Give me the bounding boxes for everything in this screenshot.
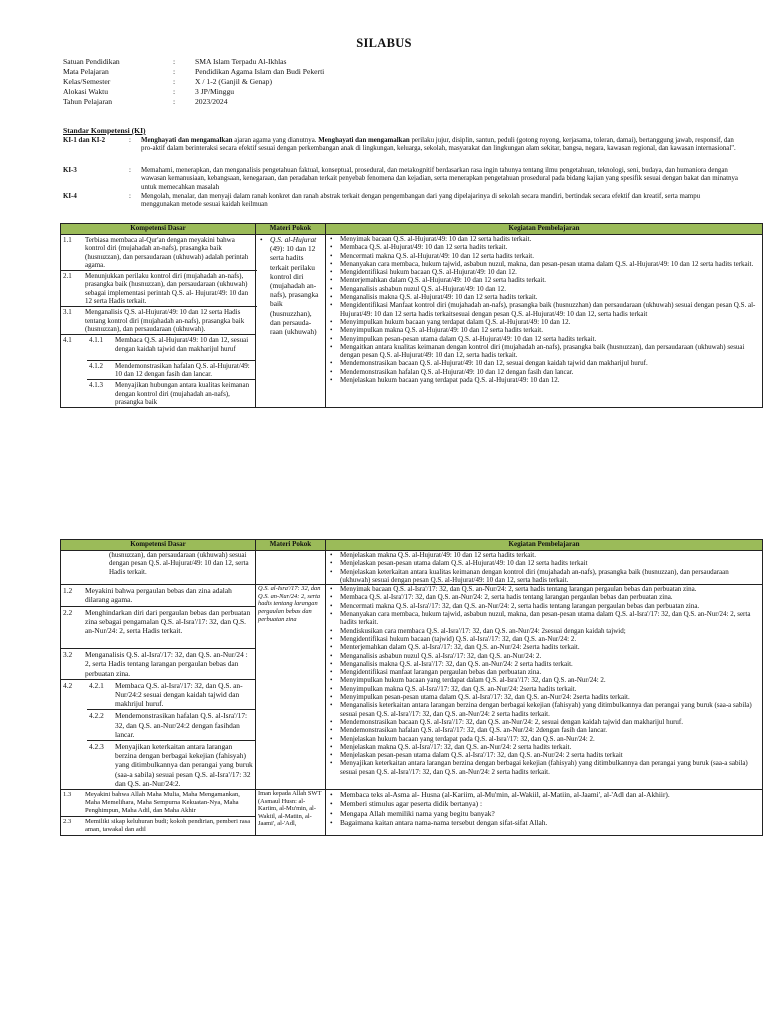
header-kegiatan: Kegiatan Pembelajaran <box>326 224 763 235</box>
kegiatan-item: • Mencermati makna Q.S. al-Hujurat/49: 10 dan 12 serta hadits terkait. <box>340 252 760 260</box>
identity-key: Kelas/Semester <box>63 77 111 86</box>
kd-item: 1.1 Terbiasa membaca al-Qur'an dengan meyakini bahwa kontrol diri (mujahadah an-nafs), prasangka baik (husnuzzan), dan persaudaraan (ukhuwah) adalah perintah agama. <box>63 236 249 269</box>
identity-value: X / 1-2 (Ganjil & Genap) <box>195 77 272 86</box>
kd-4-group: 4.2 4.2.1 Membaca Q.S. al-Isra'/17: 32, dan Q.S. an-Nur/24:2 sesuai dengan kaidah tajwid dan makhrijul huruf. 4.2.2 Mendemonstrasikan hafalan Q.S. al-Isra'/17: 32, dan Q.S. an-Nur/24:2 dengan fasihdan lancar. 4.2.3 Menyajikan keterkaitan antara larangan berzina dengan berbagai kekejian (fahisyah) yang ditimbulkannya dan perangai yang buruk (saa-a sabila) sesuai pesan Q.S. al-Isra'/17: 32 dan Q.S. an-Nur/24:2. <box>61 679 255 789</box>
header-kompetensi-dasar: Kompetensi Dasar <box>61 224 256 235</box>
kd-cell <box>61 235 256 408</box>
kegiatan-item: • Mendemonstrasikan hafalan Q.S. al-Isra'/17: 32, dan Q.S. an-Nur/24: 2dengan fasih dan lancar. <box>340 726 760 734</box>
identity-key: Satuan Pendidikan <box>63 57 120 66</box>
kegiatan-cell <box>326 585 763 790</box>
kegiatan-list <box>328 551 760 584</box>
materi-cell <box>256 790 326 836</box>
identity-row: Kelas/Semester : X / 1-2 (Ganjil & Genap) <box>63 77 272 86</box>
identity-row: Mata Pelajaran : Pendidikan Agama Islam dan Budi Pekerti <box>63 67 325 76</box>
kegiatan-item: • Mengidentifikasi hukum bacaan (tajwid) Q.S. al-Isra'/17: 32, dan Q.S. an-Nur/24: 2. <box>340 635 760 643</box>
kd-continued-text: (husnuzzan), dan persaudaraan (ukhuwah) sesuai dengan pesan Q.S. al-Hujurat/49: 10 dan 12, serta Hadis terkait. <box>109 551 249 576</box>
kegiatan-item: • Menganalisis makna Q.S. al-Hujurat/49: 10 dan 12 serta hadits terkait. <box>340 293 760 301</box>
ki-key: KI-1 dan KI-2 <box>63 137 106 144</box>
ki-text: Memahami, menerapkan, dan menganalisis pengetahuan faktual, konseptual, prosedural, dan metakognitif berdasarkan rasa ingin tahunya tentang ilmu pengetahuan, teknologi, seni, budaya, dan humaniora dengan wawasan kemanusiaan, kebangsaan, kenegaraan, dan peradaban terkait penyebab fenomena dan kejadian, serta menerapkan pengetahuan prosedural pada bidang kajian yang spesifik sesuai dengan bakat dan minatnya untuk memecahkan masalah <box>141 167 738 191</box>
identity-value: 3 JP/Minggu <box>195 87 235 96</box>
kd-item: 2.3 Memiliki sikap keluhuran budi; kokoh pendirian, pemberi rasa aman, tawakal dan adil <box>61 816 255 835</box>
kd-sub-item: 4.1.1 Membaca Q.S. al-Hujurat/49: 10 dan 12, sesuai dengan kaidah tajwid dan makharijul huruf <box>89 336 249 353</box>
materi-text: • Q.S. al-Hujurat (49): 10 dan 12 serta hadits terkait perilaku kontrol diri (mujahadah an-nafs), prasangka baik (husnuzzhan), dan persauda-raan (ukhuwah) <box>270 235 323 336</box>
page-2 <box>0 512 768 1024</box>
kegiatan-item: • Menterjemahkan dalam Q.S. al-Hujurat/49: 10 dan 12 serta hadits terkait. <box>340 276 760 284</box>
identity-key: Mata Pelajaran <box>63 67 109 76</box>
ki-row: KI-1 dan KI-2 : Menghayati dan mengamalkan ajaran agama yang dianutnya. Menghayati dan mengamalkan perilaku jujur, disiplin, santun, peduli (gotong royong, kerjasama, toleran, damai), bertanggung jawab, responsif, dan pro-aktif dalam berinteraksi secara efektif sesuai dengan perkembangan anak di lingkungan, keluarga, sekolah, masyarakat dan lingkungan alam sekitar, bangsa, negara, kawasan regional, dan kawasan internasional". <box>63 137 738 154</box>
kd-item: 1.2 Meyakini bahwa pergaulan bebas dan zina adalah dilarang agama. <box>63 586 232 605</box>
identity-row: Alokasi Waktu : 3 JP/Minggu <box>63 87 235 96</box>
ki-key: KI-4 <box>63 193 77 200</box>
silabus-table-1 <box>60 223 763 408</box>
kegiatan-item: • Mengapa Allah memiliki nama yang begitu banyak? <box>340 809 760 818</box>
kegiatan-item: • Mengaitkan antara kualitas keimanan dengan kontrol diri (mujahadah an-nafs), prasangka baik (husnuzzan), dan persaudaraan (ukhuwah) sesuai dengan pesan Q.S. al-Hujurat/49: 10 dan 12, serta hadis terkait. <box>340 343 760 360</box>
kegiatan-item: • Menjelaskan hukum bacaan yang terdapat pada Q.S. al-Isra'/17: 32, dan Q.S. an-Nur/24: 2. <box>340 735 760 743</box>
materi-cell <box>256 585 326 790</box>
ki-row: KI-3 : Memahami, menerapkan, dan menganalisis pengetahuan faktual, konseptual, prosedural, dan metakognitif berdasarkan rasa ingin tahunya tentang ilmu pengetahuan, teknologi, seni, budaya, dan humaniora dengan wawasan kemanusiaan, kebangsaan, kenegaraan, dan peradaban terkait penyebab fenomena dan kejadian, serta menerapkan pengetahuan prosedural pada bidang kajian yang spesifik sesuai dengan bakat dan minatnya untuk memecahkan masalah <box>63 167 738 191</box>
kegiatan-item: • Menanyakan cara membaca, hukum tajwid, asbabun nuzul, makna, dan pesan-pesan utama dalam Q.S. al-Isra'/17: 32, dan Q.S. an-Nur/24: 2, serta hadits terkait. <box>340 610 760 627</box>
kd-item: 3.1 Menganalisis Q.S. al-Hujurat/49: 10 dan 12 serta Hadis tentang kontrol diri (mujahadah an-nafs), prasangka baik (husnuzzan), dan persaudaraan (ukhuwah). <box>61 306 257 334</box>
kd-cell <box>61 585 256 790</box>
kegiatan-item: • Mengidentifikasi Manfaat kontrol diri (mujahadah an-nafs), prasangka baik (husnuzzhan) dan persaudaraan (ukhuwah) sesuai dengan pesan Q.S. al-Hujurat/49: 10 dan 12 serta hadis terkaitsesuai dengan pesan Q.S. al-Hujurat/49: 10 dan 12, serta hadis terkait <box>340 301 760 318</box>
header-kompetensi-dasar: Kompetensi Dasar <box>61 540 256 551</box>
kd-item: 2.1 Menunjukkan perilaku kontrol diri (mujahadah an-nafs), prasangka baik (husnuzzan), dan persaudaraan (ukhuwah) sebagai implementasi perintah Q.S. al- Hujurat/49: 10 dan 12 serta Hadis terkait. <box>61 270 257 306</box>
kegiatan-item: • Menyimpulkan pesan-pesan utama dalam Q.S. al-Isra'/17: 32, dan Q.S. an-Nur/24: 2serta hadits terkait. <box>340 693 760 701</box>
identity-value: 2023/2024 <box>195 97 228 106</box>
ki-heading: Standar Kompetensi (KI) <box>63 126 146 135</box>
kegiatan-list <box>328 235 760 384</box>
kd-4-group: 4.1 4.1.1 Membaca Q.S. al-Hujurat/49: 10 dan 12, sesuai dengan kaidah tajwid dan makharijul huruf 4.1.2 Mendemonstrasikan hafalan Q.S. al-Hujurat/49: 10 dan 12 dengan fasih dan lancar. 4.1.3 Menyajikan hubungan antara kualitas keimanan dengan kontrol diri (mujahadah an-nafs), prasangka baik <box>61 334 255 407</box>
kegiatan-item: • Mendiskusikan cara membaca Q.S. al-Isra'/17: 32, dan Q.S. an-Nur/24: 2sesuai dengan kaidah tajwid; <box>340 627 760 635</box>
kegiatan-item: • Mendemonstrasikan bacaan Q.S. al-Isra'/17: 32, dan Q.S. an-Nur/24: 2, sesuai dengan kaidah tajwid dan makharijul huruf. <box>340 718 760 726</box>
kegiatan-cell <box>326 235 763 408</box>
kegiatan-item: • Menganalisis asbabun nuzul Q.S. al-Isra'/17: 32, dan Q.S. an-Nur/24: 2. <box>340 652 760 660</box>
kegiatan-item: • Menyimpulkan hukum bacaan yang terdapat dalam Q.S. al-Isra'/17: 32, dan Q.S. an-Nur/24: 2. <box>340 676 760 684</box>
kd-item: 3.2 Menganalisis Q.S. al-Isra'/17: 32, dan Q.S. an-Nur/24 : 2, serta Hadis tentang larangan pergaulan bebas dan perbuatan zina. <box>61 648 255 679</box>
kd-item: 1.3 Meyakini bahwa Allah Maha Mulia, Maha Mengamankan, Maha Memelihara, Maha Sempurna Kekuatan-Nya, Maha Penghimpun, Maha Adil, dan Maha Akhir <box>63 791 240 815</box>
kegiatan-item: • Membaca teks al-Asma al- Husna (al-Kariim, al-Mu'min, al-Wakiil, al-Matiin, al-Jaami', al-'Adl dan al-Akhiir). <box>340 790 760 799</box>
ki-key: KI-3 <box>63 167 77 174</box>
kegiatan-item: • Menjelaskan pesan-pesan utama dalam Q.S. al-Hujurat/49: 10 dan 12 serta hadits terkait <box>340 559 760 567</box>
kegiatan-cell <box>326 551 763 585</box>
identity-table <box>63 57 324 107</box>
kegiatan-item: • Mendemonstrasikan bacaan Q.S. al-Hujurat/49: 10 dan 12, sesuai dengan kaidah tajwid dan makharijul huruf. <box>340 359 760 367</box>
kegiatan-item: • Mengidentifikasi hukum bacaan Q.S. al-Hujurat/49: 10 dan 12. <box>340 268 760 276</box>
identity-key: Alokasi Waktu <box>63 87 109 96</box>
kegiatan-item: • Bagaimana kaitan antara nama-nama tersebut dengan sifat-sifat Allah. <box>340 818 760 827</box>
kd-sub-item: 4.1.2 Mendemonstrasikan hafalan Q.S. al-Hujurat/49: 10 dan 12 dengan fasih dan lancar. <box>87 360 255 380</box>
identity-row: Satuan Pendidikan : SMA Islam Terpadu Al-Ikhlas <box>63 57 287 66</box>
kd-sub-item: 4.2.2 Mendemonstrasikan hafalan Q.S. al-Isra'/17: 32, dan Q.S. an-Nur/24:2 dengan fasihdan lancar. <box>87 709 255 740</box>
kegiatan-item: • Menyimpulkan hukum bacaan yang terdapat dalam Q.S. al-Hujurat/49: 10 dan 12. <box>340 318 760 326</box>
kegiatan-item: • Menjelaskan keterkaitan antara kualitas keimanan dengan kontrol diri (mujahadah an-nafs), prasangka baik (husnuzzan), dan persaudaraan (ukhuwah) sesuai dengan pesan Q.S. al-Hujurat/49: 10 dan 12, serta hadis terkait. <box>340 568 760 585</box>
identity-key: Tahun Pelajaran <box>63 97 113 106</box>
kegiatan-list <box>328 585 760 776</box>
identity-value: SMA Islam Terpadu Al-Ikhlas <box>195 57 287 66</box>
kegiatan-item: • Memberi stimulus agar peserta didik bertanya) : <box>340 799 760 808</box>
kegiatan-item: • Mencermati makna Q.S. al-Isra'/17: 32, dan Q.S. an-Nur/24: 2, serta hadis tentang larangan pergaulan bebas dan perbuatan zina. <box>340 602 760 610</box>
kegiatan-item: • Menjelaskan pesan-pesan utama dalam Q.S. al-Isra'/17: 32, dan Q.S. an-Nur/24: 2 serta hadits terkait <box>340 751 760 759</box>
kd-cell <box>61 790 256 836</box>
kegiatan-item: • Menterjemahkan dalam Q.S. al-Isra'/17: 32, dan Q.S. an-Nur/24: 2serta hadits terkait. <box>340 643 760 651</box>
kegiatan-item: • Menyimpulkan pesan-pesan utama dalam Q.S. al-Hujurat/49: 10 dan 12 serta hadits terkait. <box>340 335 760 343</box>
kegiatan-item: • Menganalisis asbabun nuzul Q.S. al-Hujurat/49: 10 dan 12. <box>340 285 760 293</box>
identity-row: Tahun Pelajaran : 2023/2024 <box>63 97 228 106</box>
kegiatan-item: • Mengidentifikasi manfaat larangan pergaulan bebas dan perbuatan zina. <box>340 668 760 676</box>
kd-sub-item: 4.2.1 Membaca Q.S. al-Isra'/17: 32, dan Q.S. an-Nur/24:2 sesuai dengan kaidah tajwid dan makhrijul huruf. <box>89 680 243 709</box>
materi-text: Q.S. al-Isra'/17: 32, dan Q.S. an-Nur/24: 2, serta hadis tentang larangan pergaulan bebas dan perbuatan zina <box>258 585 321 623</box>
ki-row: KI-4 : Mengolah, menalar, dan menyaji dalam ranah konkret dan ranah abstrak terkait dengan pengembangan dari yang dipelajarinya di sekolah secara mandiri, bertindak secara efektif dan kreatif, serta mampu menggunakan metode sesuai kaidah keilmuan <box>63 193 738 210</box>
ki-text: Menghayati dan mengamalkan ajaran agama yang dianutnya. Menghayati dan mengamalkan perilaku jujur, disiplin, santun, peduli (gotong royong, kerjasama, toleran, damai), bertanggung jawab, responsif, dan pro-aktif dalam berinteraksi secara efektif sesuai dengan perkembangan anak di lingkungan, keluarga, sekolah, masyarakat dan lingkungan alam sekitar, bangsa, negara, kawasan regional, dan kawasan internasional". <box>141 137 736 153</box>
kegiatan-item: • Mendemonstrasikan hafalan Q.S. al-Hujurat/49: 10 dan 12 dengan fasih dan lancar. <box>340 368 760 376</box>
header-kegiatan: Kegiatan Pembelajaran <box>326 540 763 551</box>
materi-cell <box>256 235 326 408</box>
kegiatan-item: • Menganalisis keterkaitan antara larangan berzina dengan berbagai kekejian (fahisyah) yang ditimbulkannya dan perangai yang buruk (saa-a sabila) sesuai pesan Q.S. al-Isra'/17: 32, dan Q.S. an-Nur/24: 2 serta hadits terkait. <box>340 701 760 718</box>
kegiatan-item: • Menjelaskan makna Q.S. al-Hujurat/49: 10 dan 12 serta hadits terkait. <box>340 551 760 559</box>
silabus-table-2 <box>60 539 763 836</box>
kegiatan-list <box>328 790 760 828</box>
kegiatan-item: • Menyimak bacaan Q.S. al-Isra'/17: 32, dan Q.S. an-Nur/24: 2, serta hadis tentang larangan pergaulan bebas dan perbuatan zina. <box>340 585 760 593</box>
kegiatan-item: • Membaca Q.S. al-Isra'/17: 32, dan Q.S. an-Nur/24: 2, serta hadis tentang larangan pergaulan bebas dan perbuatan zina. <box>340 593 760 601</box>
kegiatan-item: • Menyimpulkan makna Q.S. al-Isra'/17: 32, dan Q.S. an-Nur/24: 2serta hadits terkait. <box>340 685 760 693</box>
materi-cell <box>256 551 326 585</box>
ki-text: Mengolah, menalar, dan menyaji dalam ranah konkret dan ranah abstrak terkait dengan pengembangan dari yang dipelajarinya di sekolah secara mandiri, bertindak secara efektif dan kreatif, serta mampu menggunakan metode sesuai kaidah keilmuan <box>141 193 701 209</box>
kegiatan-cell <box>326 790 763 836</box>
materi-text: Iman kepada Allah SWT (Asmaul Husn: al-Kariim, al-Mu'min, al-Wakiil, al-Matiin, al-Jaami', al-'Adl, <box>258 790 322 828</box>
kd-sub-item: 4.2.3 Menyajikan keterkaitan antara larangan berzina dengan berbagai kekejian (fahisyah) yang ditimbulkannya dan perangai yang buruk (saa-a sabila) sesuai pesan Q.S. al-Isra'/17: 32 dan Q.S. an-Nur/24:2. <box>87 740 255 789</box>
identity-value: Pendidikan Agama Islam dan Budi Pekerti <box>195 67 325 76</box>
kd-sub-item: 4.1.3 Menyajikan hubungan antara kualitas keimanan dengan kontrol diri (mujahadah an-nafs), prasangka baik <box>87 379 255 407</box>
kegiatan-item: • Membaca Q.S. al-Hujurat/49: 10 dan 12 serta hadits terkait. <box>340 243 760 251</box>
document-title: SILABUS <box>356 36 412 50</box>
kegiatan-item: • Menanyakan cara membaca, hukum tajwid, asbabun nuzul, makna, dan pesan-pesan utama dalam Q.S. al-Hujurat/49: 10 dan 12 serta hadits terkait. <box>340 260 760 268</box>
kegiatan-item: • Menjelaskan hukum bacaan yang terdapat pada Q.S. al-Hujurat/49: 10 dan 12. <box>340 376 760 384</box>
kegiatan-item: • Menjelaskan makna Q.S. al-Isra'/17: 32, dan Q.S. an-Nur/24: 2 serta hadits terkait. <box>340 743 760 751</box>
kd-cell <box>61 551 256 585</box>
header-materi-pokok: Materi Pokok <box>256 540 326 551</box>
kd-item: 2.2 Menghindarkan diri dari pergaulan bebas dan perbuatan zina sebagai pengamalan Q.S. al-Isra'/17: 32, dan Q.S. an-Nur/24: 2, serta Hadis terkait. <box>61 606 255 637</box>
kegiatan-item: • Menyajikan keterkaitan antara larangan berzina dengan berbagai kekejian (fahisyah) yang ditimbulkannya dan perangai yang buruk (saa-a sabila) sesuai pesan Q.S. al-Isra'/17: 32, dan Q.S. an-Nur/24: 2 serta hadits terkait. <box>340 759 760 776</box>
header-materi-pokok: Materi Pokok <box>256 224 326 235</box>
kegiatan-item: • Menyimak bacaan Q.S. al-Hujurat/49: 10 dan 12 serta hadits terkait. <box>340 235 760 243</box>
kegiatan-item: • Menganalisis makna Q.S. al-Isra'/17: 32, dan Q.S. an-Nur/24: 2 serta hadits terkait. <box>340 660 760 668</box>
kegiatan-item: • Menyimpulkan makna Q.S. al-Hujurat/49: 10 dan 12 serta hadits terkait. <box>340 326 760 334</box>
